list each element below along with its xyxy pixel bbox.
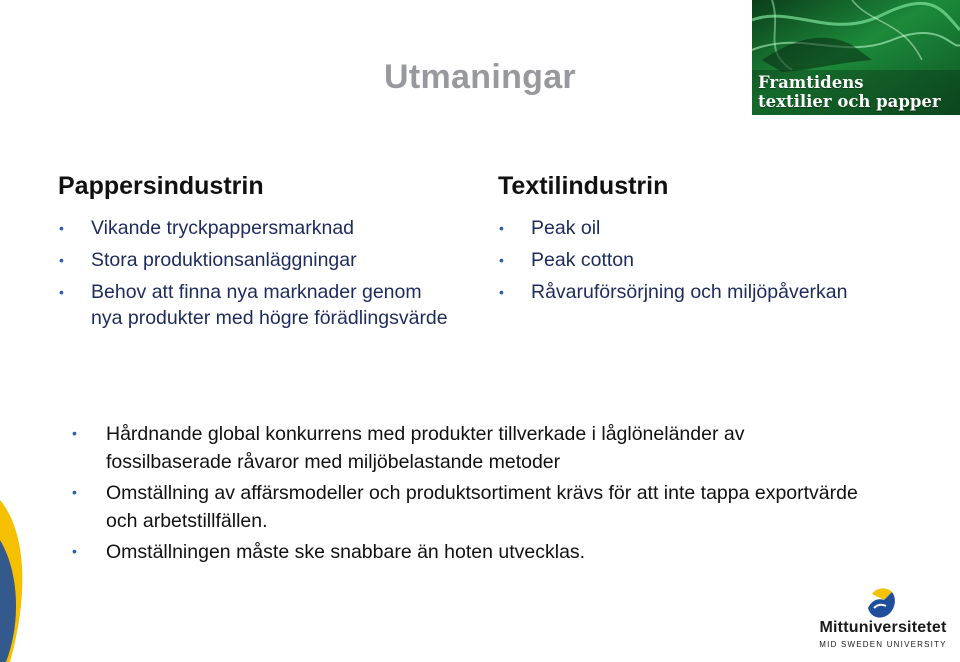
list-item	[72, 420, 872, 476]
right-column-heading: Textilindustrin	[498, 172, 669, 200]
left-column-heading: Pappersindustrin	[58, 172, 264, 200]
mittuniversitetet-logo-icon	[864, 586, 900, 620]
logo-subtitle: MID SWEDEN UNIVERSITY	[819, 640, 947, 649]
brand-title-line2: textilier och papper	[758, 92, 941, 111]
list-item-text: Omställning av affärsmodeller och produktsortiment krävs för att inte tappa exportvärde och arbetstillfällen.	[106, 482, 858, 532]
list-item-text: Stora produktionsanläggningar	[91, 249, 357, 271]
list-item-text: Råvaruförsörjning och miljöpåverkan	[531, 281, 848, 303]
bullet-icon: •	[59, 284, 64, 300]
mittuniversitetet-logo	[812, 586, 954, 656]
brand-title-line1: Framtidens	[758, 73, 864, 92]
bottom-list	[72, 420, 872, 569]
bullet-icon: •	[72, 484, 77, 500]
bullet-icon: •	[499, 220, 504, 236]
list-item	[58, 215, 458, 241]
list-item	[498, 279, 928, 305]
list-item-text: Omställningen måste ske snabbare än hoten utvecklas.	[106, 541, 586, 563]
bullet-icon: •	[499, 284, 504, 300]
list-item-text: Peak cotton	[531, 249, 634, 271]
slide-title: Utmaningar	[384, 58, 576, 96]
list-item-text: Vikande tryckpappersmarknad	[91, 217, 355, 239]
list-item	[72, 538, 872, 566]
bullet-icon: •	[59, 220, 64, 236]
list-item	[498, 215, 928, 241]
bullet-icon: •	[59, 252, 64, 268]
list-item-text: Peak oil	[531, 217, 601, 239]
right-column-list	[498, 215, 928, 305]
list-item	[72, 479, 872, 535]
list-item	[58, 279, 458, 331]
list-item	[498, 247, 928, 273]
brand-image	[752, 0, 960, 115]
bullet-icon: •	[499, 252, 504, 268]
bullet-icon: •	[72, 425, 77, 441]
bullet-icon: •	[72, 543, 77, 559]
decorative-swoosh	[0, 480, 40, 662]
right-column	[498, 172, 928, 311]
left-column-list	[58, 215, 458, 331]
list-item-text: Behov att finna nya marknader genom nya produkter med högre förädlingsvärde	[91, 281, 448, 329]
left-column	[58, 172, 458, 337]
logo-name: Mittuniversitetet	[819, 619, 947, 636]
list-item-text: Hårdnande global konkurrens med produkter tillverkade i låglöneländer av fossilbaserade råvaror med miljöbelastande metoder	[106, 423, 745, 473]
list-item	[58, 247, 458, 273]
